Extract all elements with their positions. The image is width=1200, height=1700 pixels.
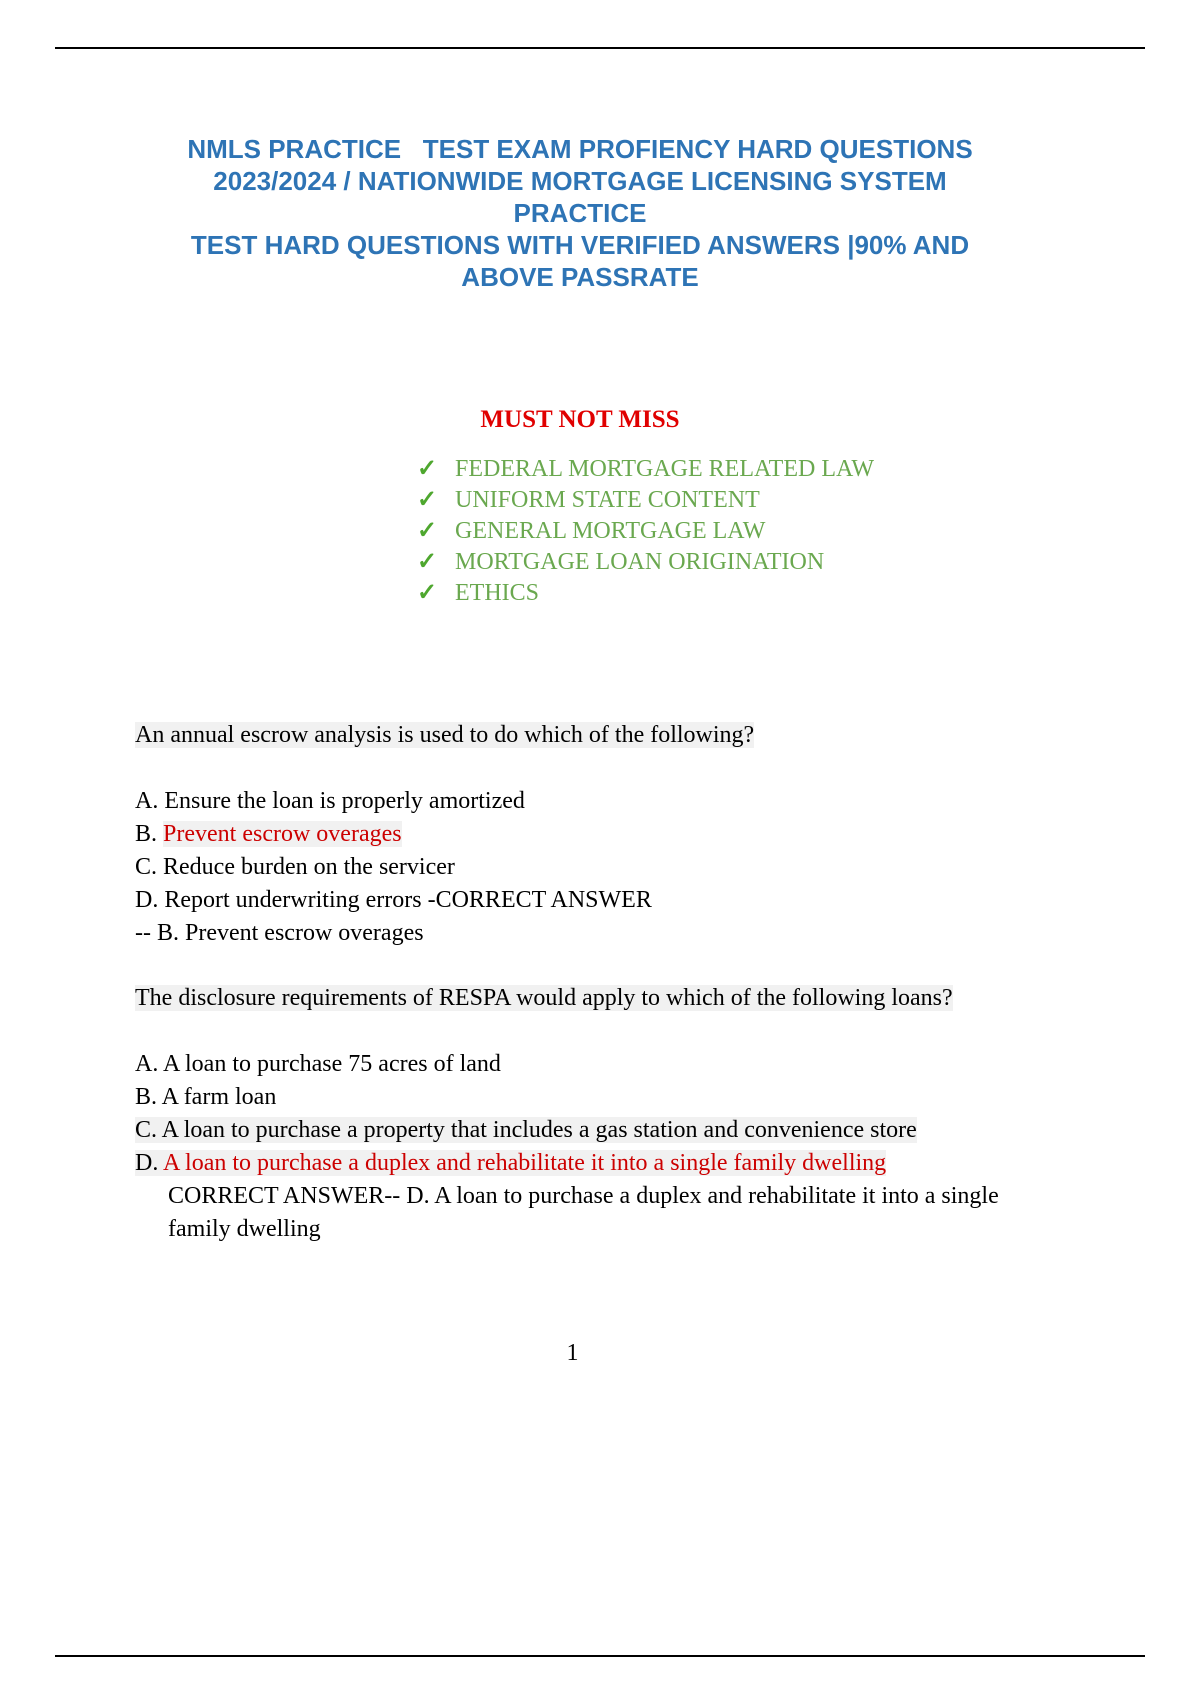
option-text: A. Ensure the loan is properly amortized [135, 788, 525, 814]
question-block-1 [135, 719, 1025, 950]
title-line-5: ABOVE PASSRATE [461, 262, 699, 292]
topic-label: MORTGAGE LOAN ORIGINATION [455, 549, 825, 575]
title-line-2: 2023/2024 / NATIONWIDE MORTGAGE LICENSING SYSTEM [213, 166, 947, 196]
topic-label: FEDERAL MORTGAGE RELATED LAW [455, 456, 875, 482]
question-2-option-b [135, 1081, 1025, 1114]
question-2-option-c [135, 1114, 1025, 1147]
question-1-option-a [135, 785, 1025, 818]
question-block-2 [135, 982, 1025, 1246]
question-2-option-a [135, 1048, 1025, 1081]
checklist-item [417, 485, 1025, 516]
option-answer-text: A loan to purchase a duplex and rehabilitate it into a single family dwelling [163, 1150, 887, 1176]
checklist-item [417, 454, 1025, 485]
option-prefix: D. [135, 1150, 164, 1176]
title-line-4: TEST HARD QUESTIONS WITH VERIFIED ANSWERS |90% AND [190, 230, 970, 260]
checklist-item [417, 516, 1025, 547]
checkmark-icon: ✓ [417, 456, 438, 482]
question-1-option-c [135, 851, 1025, 884]
question-1-text: An annual escrow analysis is used to do which of the following? [135, 722, 755, 748]
topic-label: GENERAL MORTGAGE LAW [455, 518, 766, 544]
checkmark-icon: ✓ [417, 580, 438, 606]
title-line-1: NMLS PRACTICE TEST EXAM PROFIENCY HARD QUESTIONS [187, 134, 973, 164]
question-2-option-d [135, 1147, 1025, 1180]
question-1 [135, 719, 975, 752]
document-content [135, 0, 1025, 1246]
option-text: A. A loan to purchase 75 acres of land [135, 1051, 501, 1077]
option-text: C. A loan to purchase a property that includes a gas station and convenience store [135, 1117, 917, 1143]
question-1-option-d [135, 884, 1025, 917]
option-text: B. A farm loan [135, 1084, 277, 1110]
option-prefix: B. [135, 821, 164, 847]
question-1-option-b [135, 818, 1025, 851]
checklist-item [417, 547, 1025, 578]
question-1-answer-line: -- B. Prevent escrow overages [135, 920, 424, 946]
checklist-item [417, 578, 1025, 609]
topics-checklist [417, 454, 1025, 609]
option-text: D. Report underwriting errors -CORRECT ANSWER [135, 887, 652, 913]
question-2-answer-line: CORRECT ANSWER-- D. A loan to purchase a duplex and rehabilitate it into a single family dwelling [168, 1183, 999, 1242]
option-text: C. Reduce burden on the servicer [135, 854, 455, 880]
option-answer-text: Prevent escrow overages [163, 821, 402, 847]
question-2-text: The disclosure requirements of RESPA would apply to which of the following loans? [135, 985, 953, 1011]
question-2 [135, 982, 975, 1015]
footer-rule [55, 1655, 1145, 1657]
must-not-miss-heading: MUST NOT MISS [480, 406, 680, 433]
topic-label: UNIFORM STATE CONTENT [455, 487, 760, 513]
topic-label: ETHICS [455, 580, 539, 606]
checkmark-icon: ✓ [417, 487, 438, 513]
document-title [135, 133, 1025, 293]
title-line-3: PRACTICE [513, 198, 647, 228]
page-number: 1 [566, 1340, 579, 1366]
checkmark-icon: ✓ [417, 518, 438, 544]
checkmark-icon: ✓ [417, 549, 438, 575]
